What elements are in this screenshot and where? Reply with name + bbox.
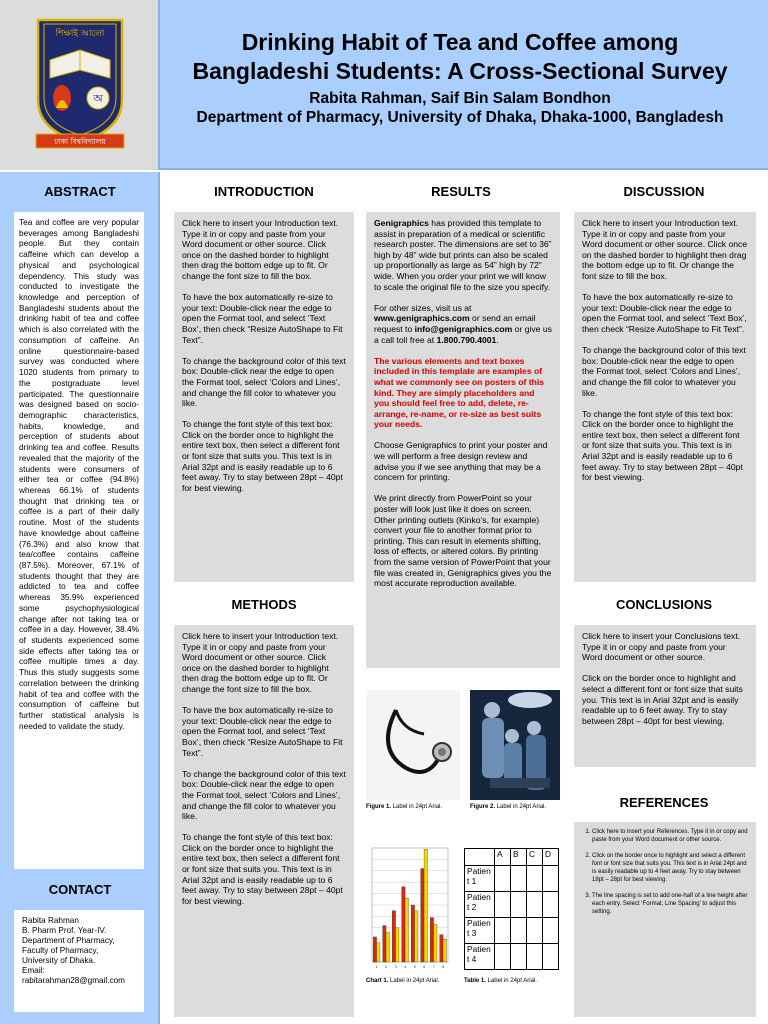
svg-text:অ: অ: [93, 92, 103, 105]
genigraphics-name: Genigraphics: [374, 218, 429, 228]
contact-line: B. Pharm Prof. Year-IV.: [22, 926, 107, 935]
chart-tick-label: 8: [442, 965, 445, 969]
figure-2-image: [470, 690, 560, 800]
main-area: [162, 172, 768, 1024]
table-row-label: Patien t 1: [465, 866, 495, 892]
discussion-paragraph: To change the background color of this text box: Double-click near the edge to open the Format tool, select ‘Colors and Lines’, and change the fill color to whatever you like.: [582, 345, 746, 398]
methods-box: [174, 625, 354, 1017]
conclusions-heading: CONCLUSIONS: [615, 597, 713, 612]
poster-affiliation: Department of Pharmacy, University of Dhaka, Dhaka-1000, Bangladesh: [196, 109, 724, 126]
figure-2-caption: Figure 2. Label in 24pt Arial.: [470, 804, 547, 810]
conclusions-box: [574, 625, 756, 767]
poster-authors: Rabita Rahman, Saif Bin Salam Bondhon: [309, 90, 611, 107]
results-highlight: The various elements and text boxes included in this template are examples of what we commonly see on posters of this kind. They are simply placeholders and you should feel free to add, delete, re-arrange, re-name, or re-size as best suits your needs.: [374, 355, 544, 430]
university-crest-icon: [30, 12, 130, 162]
chart-tick-label: 5: [413, 965, 416, 969]
chart-bar: [383, 926, 386, 962]
discussion-paragraph: To change the font style of this text box: Click on the border once to highlight the entire text box, then select a different font or font size that suits you. This text is in Arial 32pt and is easily readable up to 6 feet away. Try to stay between 28pt – 40pt for best viewing.: [582, 408, 743, 483]
figure-1-image: [366, 690, 460, 800]
chart-bar: [434, 924, 437, 962]
chart-tick-label: 1: [375, 965, 378, 969]
chart-tick-label: 4: [404, 965, 407, 969]
table-header-cell: C: [527, 849, 543, 866]
chart-bar: [424, 849, 427, 962]
reference-item: 2. Click on the border once to highlight and select a different font or font size that suits you. This text is in Arial 24pt and is easily readable up to 4 feet away. Try to stay between 18pt – 28pt for best viewing.: [592, 852, 750, 884]
discussion-paragraph: To have the box automatically re-size to your text: Double-click near the edge to open the Format tool, and select ‘Text Box’, then check “Resize AutoShape to Fit Text”.: [582, 292, 747, 334]
abstract-text: Tea and coffee are very popular beverages among Bangladeshi people. But they contain caffeine which can develop a physical and psychological dependency. This study was conducted to investigate the knowledge and perception of Bangladeshi students about the drinking habit of tea and coffee which is also correlated with the consumption of caffeine. An online questionnaire-based survey was conducted where 1020 students from primary to the postgraduate level participated. The questionnaire was designed based on socio-demographic characteristics, habits, knowledge, and perception of students about drinking tea and coffee. Results revealed that the majority of the students were consumers of either tea or coffee (94.8%) whereas 66.1% of students thought that drinking tea or coffee is a part of their daily routine. Most of the students have knowledge about caffeine (76.3%) and also know that tea/coffee contains caffeine (87.5%). Moreover, 67.1% of students thought that they are addicted to tea and coffee whereas 35.9% experienced some psychophysiological change after not taking tea or coffee in a day. However, 38.4% of students experienced some side effects after taking tea or coffee multiple times a day. Thus this study suggests some correlation between the drinking habit of tea and coffee with the consumption of caffeine but further statistical analysis is needed to validate the study.: [19, 217, 139, 731]
table-row: [465, 866, 559, 892]
poster-title-line1: Drinking Habit of Tea and Coffee among: [241, 29, 679, 55]
contact-line: Email:: [22, 966, 45, 975]
chart-1-svg: [366, 844, 452, 974]
introduction-paragraph: To change the font style of this text box: Click on the border once to highlight the entire text box, then select a different font or font size that suits you. This text is in Arial 32pt and is easily readable up to 6 feet away. Try to stay between 28pt – 40pt for best viewing.: [182, 419, 343, 493]
results-paragraph: For other sizes, visit us at www.genigraphics.com or send an email request to info@genigraphics.com or give us a call toll free at 1.800.790.4001.: [374, 302, 552, 345]
introduction-paragraph: To change the background color of this text box: Double-click near the edge to open the Format tool, select ‘Colors and Lines’, and change the fill color to whatever you like.: [182, 355, 346, 409]
chart-1-caption: Chart 1. Label in 24pt Arial.: [366, 978, 440, 984]
chart-bar: [405, 898, 408, 962]
logo-top-text: শিক্ষাই আলো: [55, 29, 105, 39]
table-row: [465, 918, 559, 944]
table-row: [465, 944, 559, 970]
methods-paragraph: Click here to insert your Introduction text. Type it in or copy and paste from your Word document or other source. Click once on the dashed border to highlight then drag the bottom edge up to fit. Or change the font size to fill the box.: [182, 631, 339, 694]
surgery-scene-icon: [470, 690, 560, 800]
methods-paragraph: To change the background color of this text box: Double-click near the edge to open the Format tool, select ‘Colors and Lines’, and change the fill color to whatever you like.: [182, 768, 346, 822]
chart-1: [366, 844, 452, 974]
references-list: [582, 828, 750, 916]
chart-bar: [415, 911, 418, 962]
introduction-heading: INTRODUCTION: [214, 184, 314, 199]
methods-heading: METHODS: [231, 597, 297, 612]
table-row-label: Patien t 3: [465, 918, 495, 944]
reference-item: 1. Click here to insert your References. Type it in or copy and paste from your Word document or other source.: [592, 828, 750, 844]
poster-title: [170, 28, 750, 86]
chart-bar: [402, 887, 405, 962]
table-row-label: Patien t 4: [465, 944, 495, 970]
chart-tick-label: 7: [432, 965, 435, 969]
chart-bar: [392, 911, 395, 962]
results-paragraph: Choose Genigraphics to print your poster and we will perform a free design review and advise you if we see anything that may be a concern for printing.: [374, 440, 548, 483]
poster-title-line2: Bangladeshi Students: A Cross-Sectional Survey: [192, 58, 728, 84]
table-1-caption: Table 1. Label in 24pt Arial.: [464, 978, 537, 984]
left-column: [0, 172, 160, 1024]
chart-bar: [440, 935, 443, 962]
contact-box: [14, 910, 144, 1012]
phone-number: 1.800.790.4001: [436, 334, 497, 345]
results-heading: RESULTS: [431, 184, 491, 199]
data-table: [464, 848, 559, 970]
chart-bar: [373, 937, 376, 962]
chart-tick-label: 3: [394, 965, 397, 969]
methods-paragraph: To have the box automatically re-size to your text: Double-click near the edge to open the Format tool, and select ‘Text Box’, then check “Resize AutoShape to Fit Text”.: [182, 705, 343, 758]
introduction-paragraph: Click here to insert your Introduction text. Type it in or copy and paste from your Word document or other source. Click once on the dashed border to highlight then drag the bottom edge up to fit. Or change the font size to fill the box.: [182, 218, 339, 281]
chart-bar: [430, 918, 433, 962]
table-row-label: Patien t 2: [465, 892, 495, 918]
discussion-paragraph: Click here to insert your Introduction text. Type it in or copy and paste from your Word document or other source. Click once on the dashed border to highlight then drag the bottom edge up to fit. Or change the font size to fill the box.: [582, 218, 748, 281]
table-header-cell: D: [543, 849, 559, 866]
table-header-cell: B: [511, 849, 527, 866]
introduction-box: [174, 212, 354, 582]
methods-paragraph: To change the font style of this text box: Click on the border once to highlight the entire text box, then select a different font or font size that suits you. This text is in Arial 32pt and is easily readable up to 6 feet away. Try to stay between 28pt – 40pt for best viewing.: [182, 832, 343, 906]
discussion-box: [574, 212, 756, 582]
chart-tick-label: 6: [423, 965, 426, 969]
results-paragraph: We print directly from PowerPoint so your poster will look just like it does on screen. Other printing outlets (Kinko’s, for example) convert your file to another format prior to printing. This can result in elements shifting, loss of effects, or altered colors. By printing from the same version of PowerPoint that your file was created in, Genigraphics gives you the most accurate reproduction available.: [374, 493, 552, 589]
website-link[interactable]: www.genigraphics.com: [374, 313, 470, 324]
contact-heading: CONTACT: [48, 882, 112, 897]
references-heading: REFERENCES: [619, 795, 709, 810]
chart-bar: [386, 932, 389, 962]
chart-bar: [443, 939, 446, 962]
chart-bar: [396, 928, 399, 962]
reference-item: 3. The line spacing is set to add one-half of a line height after each entry. Select ‘Format, Line Spacing’ to adjust this setting.: [592, 892, 750, 916]
chart-bar: [377, 943, 380, 962]
chart-bar: [411, 905, 414, 962]
table-header-row: [465, 849, 559, 866]
email-link[interactable]: info@genigraphics.com: [414, 323, 513, 334]
table-header-cell: [465, 849, 495, 866]
results-box: [366, 212, 560, 668]
contact-line: University of Dhaka.: [22, 956, 96, 965]
abstract-box: [14, 212, 144, 869]
logo-bottom-text: ঢাকা বিশ্ববিদ্যালয়: [54, 137, 106, 146]
results-paragraph: Genigraphics has provided this template to assist in preparation of a medical or scientific research poster. The dimensions are set to 36” high by 48” wide but prints can also be scaled up proportionally as large as 54” high by 72” wide. When you order your print we will know to scale the original file to the size you specify.: [374, 218, 552, 292]
chart-tick-label: 2: [385, 965, 388, 969]
contact-email: rabitarahman28@gmail.com: [22, 976, 125, 985]
table-row: [465, 892, 559, 918]
conclusions-paragraph: Click here to insert your Conclusions text. Type it in or copy and paste from your Word document or other source.: [582, 631, 741, 663]
contact-line: Faculty of Pharmacy,: [22, 946, 99, 955]
references-box: [574, 822, 756, 1017]
abstract-heading: ABSTRACT: [44, 184, 116, 199]
figure-1-caption: Figure 1. Label in 24pt Arial.: [366, 804, 443, 810]
contact-line: Department of Pharmacy,: [22, 936, 115, 945]
chart-bar: [421, 869, 424, 962]
table-header-cell: A: [495, 849, 511, 866]
contact-line: Rabita Rahman: [22, 916, 79, 925]
stethoscope-icon: [366, 690, 460, 800]
conclusions-paragraph: Click on the border once to highlight and select a different font or font size that suits you. This text is in Arial 32pt and is easily readable up to 6 feet away. Try to stay between 28pt – 40pt for best viewing.: [582, 673, 743, 726]
introduction-paragraph: To have the box automatically re-size to your text: Double-click near the edge to open the Format tool, and select ‘Text Box’, then check “Resize AutoShape to Fit Text”.: [182, 292, 343, 345]
discussion-heading: DISCUSSION: [623, 184, 705, 199]
logo-panel: [0, 0, 160, 170]
table-1: [464, 848, 559, 970]
poster-header: [0, 0, 768, 170]
